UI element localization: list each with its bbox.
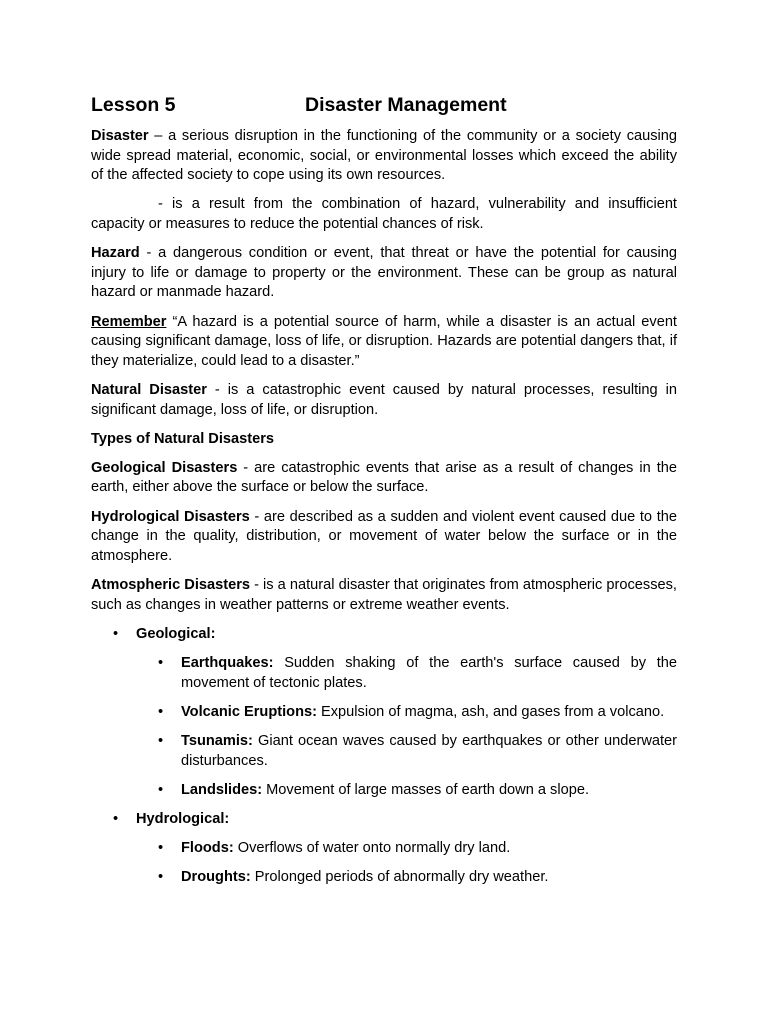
item-term: Tsunamis: [181,732,253,749]
term: Hazard [91,245,140,262]
list-item [91,732,677,771]
item-term: Landslides: [181,781,263,798]
bullet-icon: • [158,703,164,720]
term: Natural Disaster [91,381,207,398]
item-text: Giant ocean waves caused by earthquakes or other underwater disturbances. [181,732,677,769]
list-item [91,781,677,801]
term: Geological Disasters [91,459,238,476]
remember-note [91,313,677,372]
lesson-header [91,92,677,118]
item-text: Overflows of water onto normally dry land. [233,840,511,857]
list-item [91,703,677,723]
note-text: “A hazard is a potential source of harm, while a disaster is an actual event causing significant damage, loss of life, or disruption. Hazards are potential dangers that, if they materialize, could lead to a disaster.” [91,313,677,369]
definition-text: - is a natural disaster that originates from atmospheric processes, such as changes in weather patterns or extreme weather events. [91,577,677,613]
category-label: Hydrological: [136,810,230,827]
item-text: Sudden shaking of the earth's surface caused by the movement of tectonic plates. [181,655,677,691]
definition-text: – a serious disruption in the functioning of the community or a society causing wide spread material, economic, social, or environmental losses which exceed the ability of the affected society to cope using its own resources. [91,128,677,184]
lesson-number: Lesson 5 [91,94,176,116]
geological-definition [91,459,677,498]
bullet-icon: • [113,810,119,827]
item-term: Earthquakes: [181,655,274,671]
definition-text: - are described as a sudden and violent event caused due to the change in the quality, distribution, or movement of water below the surface or in the atmosphere. [91,508,677,564]
list-item [91,868,677,888]
bullet-icon: • [158,869,164,886]
definition-text: - is a catastrophic event caused by natural processes, resulting in significant damage, loss of life, or disruption. [91,381,677,418]
document-page [91,92,677,898]
definition-text: - are catastrophic events that arise as a result of changes in the earth, either above the surface or below the surface. [91,459,677,496]
item-term: Droughts: [181,869,251,886]
term: Remember [91,313,167,330]
list-item [91,625,677,645]
bullet-icon: • [113,625,119,642]
item-text: Movement of large masses of earth down a slope. [262,781,589,798]
item-text: Prolonged periods of abnormally dry weather. [250,869,549,886]
bullet-icon: • [158,732,164,749]
atmospheric-definition [91,576,677,615]
disaster-definition [91,127,677,186]
disaster-categories-list [91,625,677,888]
term: Hydrological Disasters [91,508,250,525]
list-item [91,810,677,830]
lesson-title: Disaster Management [305,94,507,116]
natural-disaster-definition [91,381,677,420]
item-text: Expulsion of magma, ash, and gases from a volcano. [316,703,665,720]
definition-text: - a dangerous condition or event, that threat or have the potential for causing injury to life or damage to property or the environment. These can be group as natural hazard or manmade hazard. [91,245,677,301]
term: Atmospheric Disasters [91,577,251,594]
hydrological-definition [91,508,677,567]
term: Disaster [91,128,149,144]
item-term: Floods: [181,840,234,857]
bullet-icon: • [158,781,164,798]
item-term: Volcanic Eruptions: [181,703,317,720]
disaster-result-text: - is a result from the combination of hazard, vulnerability and insufficient capacity or measures to reduce the potential chances of risk. [91,196,677,232]
category-label: Geological: [136,625,216,642]
list-item [91,839,677,859]
bullet-icon: • [158,840,164,857]
list-item [91,654,677,693]
hazard-definition [91,244,677,303]
types-heading: Types of Natural Disasters [91,430,275,447]
bullet-icon: • [158,655,164,671]
